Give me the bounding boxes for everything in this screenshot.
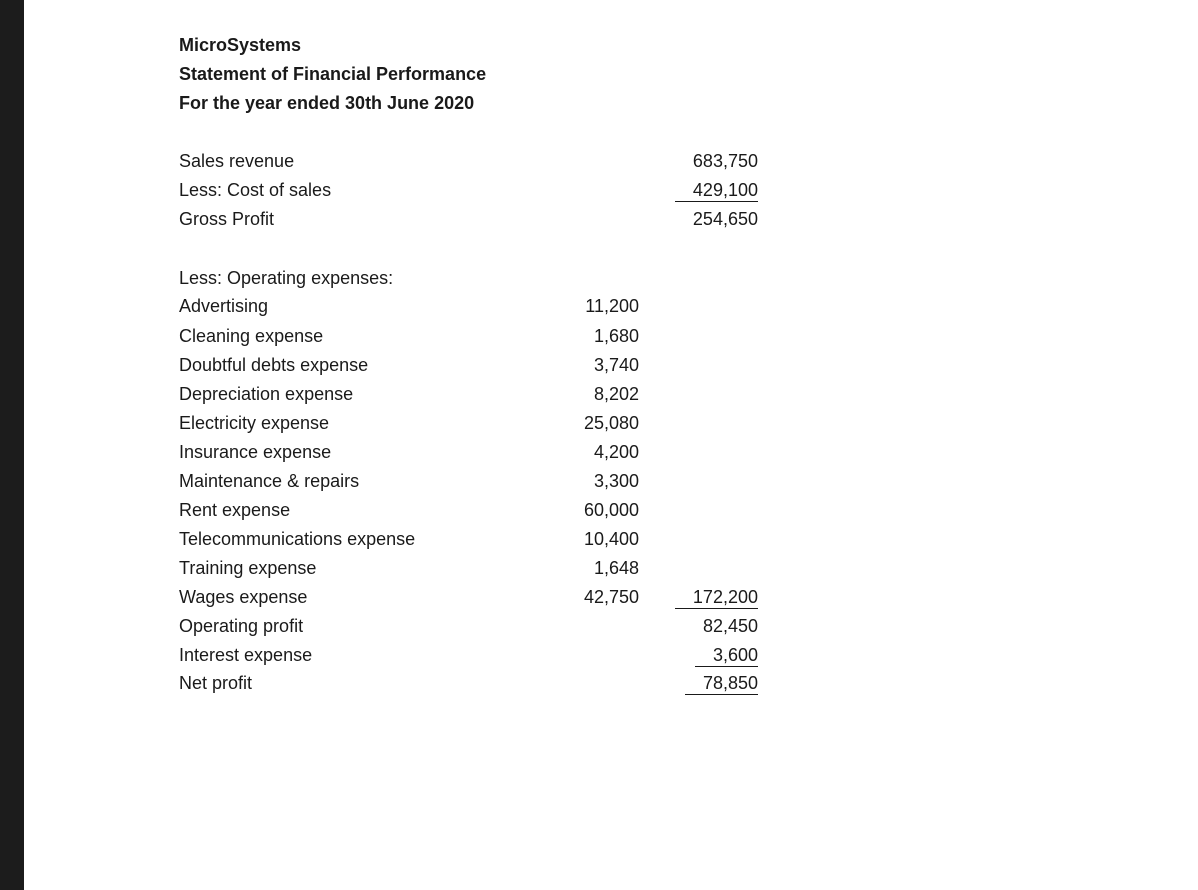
expense-value: 8,202 [593, 384, 639, 404]
net-profit-row [0, 670, 1198, 696]
gross-profit-value: 254,650 [692, 209, 758, 229]
expense-value: 60,000 [583, 500, 639, 520]
expense-value: 4,200 [593, 442, 639, 462]
interest-expense-value: 3,600 [695, 644, 758, 667]
expense-value: 1,648 [593, 558, 639, 578]
operating-profit-row [0, 613, 1198, 639]
expense-label: Maintenance & repairs [179, 471, 360, 491]
expense-label: Depreciation expense [179, 384, 354, 404]
expense-label: Doubtful debts expense [179, 355, 369, 375]
cost-of-sales-value: 429,100 [675, 179, 758, 202]
expense-label: Insurance expense [179, 442, 332, 462]
expense-row [0, 526, 1198, 552]
expense-row [0, 293, 1198, 319]
operating-expenses-heading-row [0, 265, 1198, 291]
expense-label: Wages expense [179, 587, 308, 607]
sales-revenue-label: Sales revenue [179, 151, 295, 171]
expense-value: 1,680 [593, 326, 639, 346]
expense-label: Training expense [179, 558, 317, 578]
expense-value: 42,750 [583, 587, 639, 607]
expense-label: Advertising [179, 296, 269, 316]
expense-label: Telecommunications expense [179, 529, 416, 549]
operating-expenses-heading: Less: Operating expenses: [179, 268, 394, 288]
statement-title: Statement of Financial Performance [179, 64, 487, 84]
sales-revenue-row [0, 148, 1198, 174]
company-name: MicroSystems [179, 35, 302, 55]
expense-label: Electricity expense [179, 413, 330, 433]
expense-value: 3,300 [593, 471, 639, 491]
expense-row [0, 497, 1198, 523]
expense-row [0, 468, 1198, 494]
interest-expense-label: Interest expense [179, 645, 313, 665]
expense-row [0, 439, 1198, 465]
gross-profit-label: Gross Profit [179, 209, 275, 229]
expense-row [0, 323, 1198, 349]
gross-profit-row [0, 206, 1198, 232]
net-profit-value: 78,850 [685, 672, 758, 695]
cost-of-sales-row [0, 177, 1198, 203]
expense-label: Cleaning expense [179, 326, 324, 346]
expense-value: 3,740 [593, 355, 639, 375]
expense-row [0, 381, 1198, 407]
statement-period: For the year ended 30th June 2020 [179, 93, 475, 113]
total-expenses-value: 172,200 [675, 586, 758, 609]
operating-profit-value: 82,450 [702, 616, 758, 636]
sales-revenue-value: 683,750 [692, 151, 758, 171]
expense-row [0, 555, 1198, 581]
expense-row [0, 410, 1198, 436]
cost-of-sales-label: Less: Cost of sales [179, 180, 332, 200]
expense-row [0, 584, 1198, 610]
expense-value: 11,200 [585, 296, 639, 316]
interest-expense-row [0, 642, 1198, 668]
expense-value: 25,080 [583, 413, 639, 433]
expense-row [0, 352, 1198, 378]
operating-profit-label: Operating profit [179, 616, 304, 636]
expense-value: 10,400 [583, 529, 639, 549]
net-profit-label: Net profit [179, 673, 253, 693]
expense-label: Rent expense [179, 500, 291, 520]
